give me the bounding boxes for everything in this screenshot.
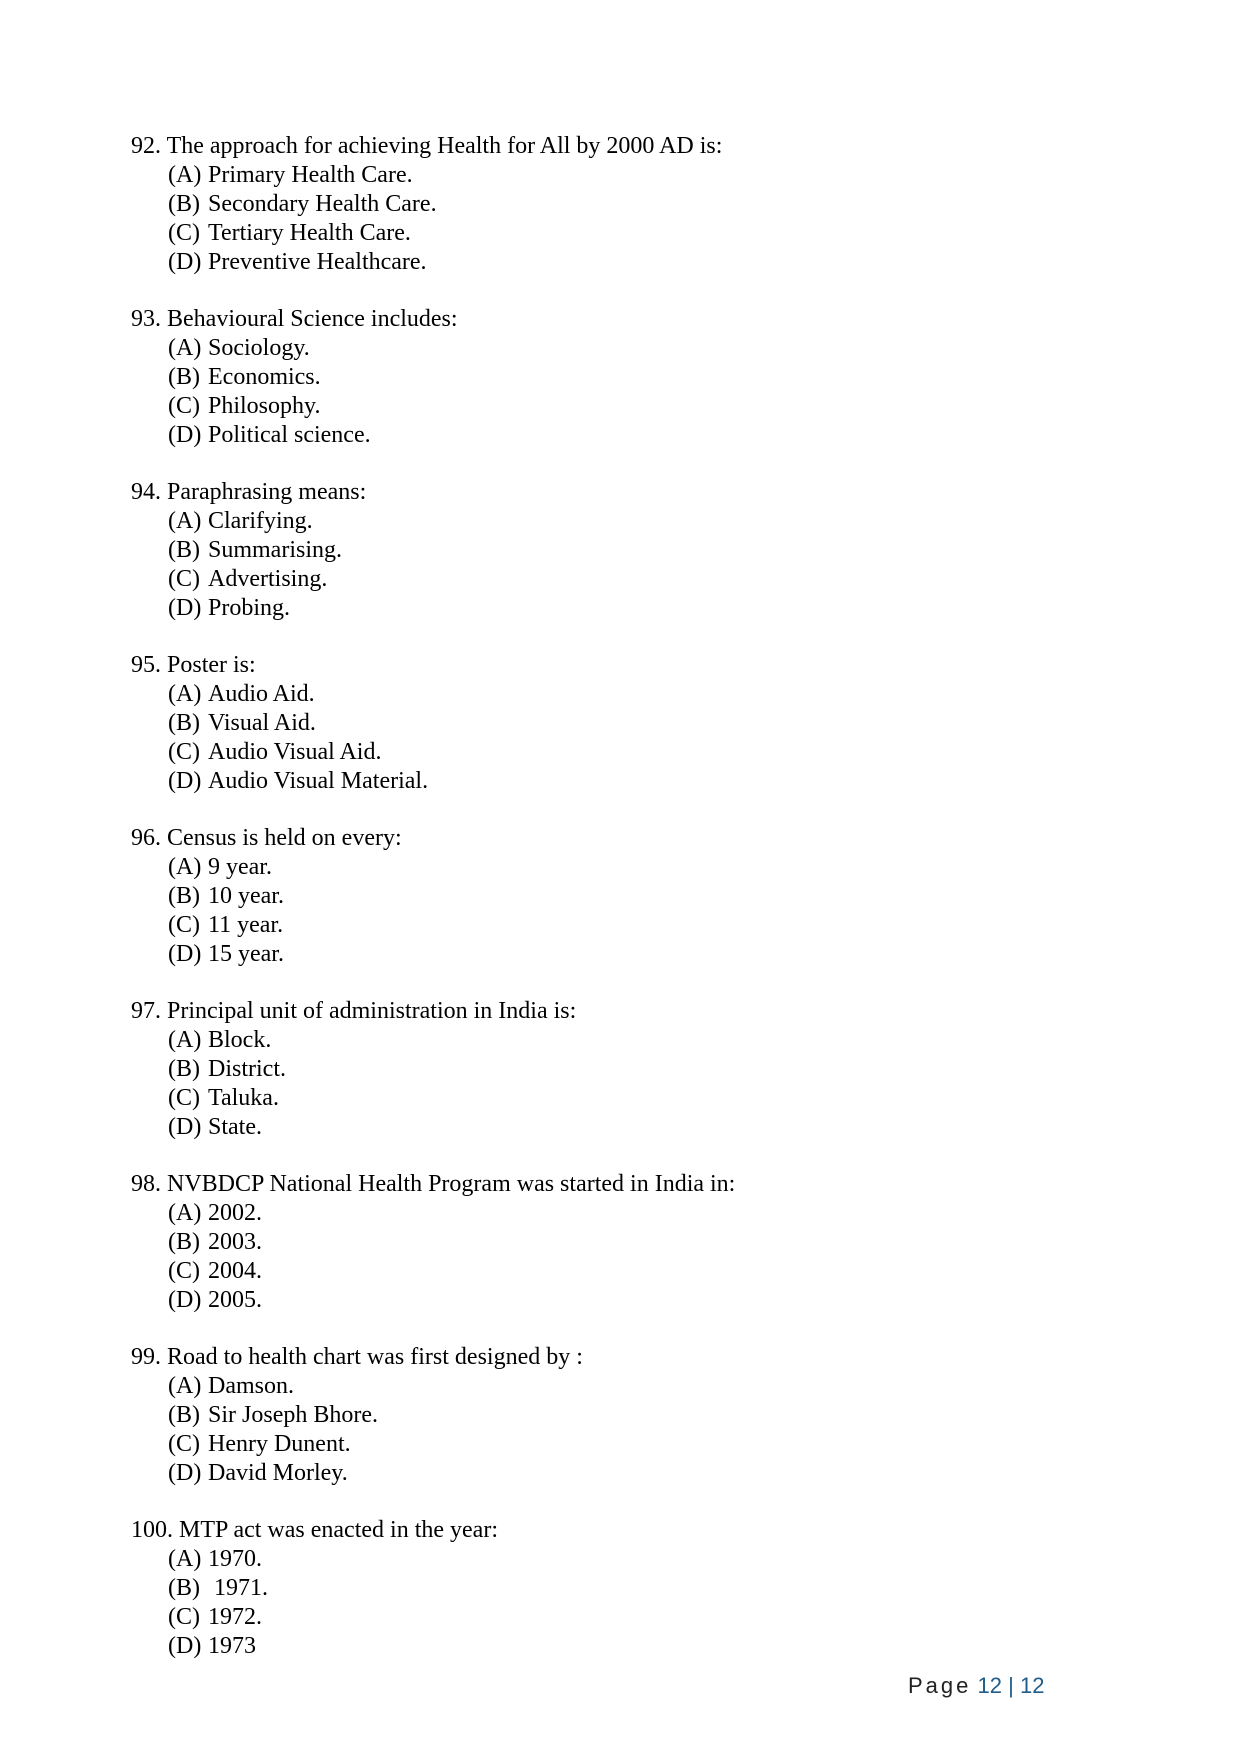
question-title [131,1170,1131,1199]
option-letter: (B) [168,364,200,390]
option-text: 2003. [208,1229,262,1255]
question-item [131,1343,1131,1488]
option-text: Advertising. [208,566,328,592]
option-text: 1972. [208,1604,262,1630]
option [131,594,1131,623]
option-letter: (D) [168,1287,202,1313]
option [131,161,1131,190]
option-text: Summarising. [208,537,343,563]
option-text: Philosophy. [208,393,321,419]
option-letter: (A) [168,162,202,188]
option-text: 1971. [208,1575,268,1601]
option-text: Taluka. [208,1085,279,1111]
question-text: Road to health chart was first designed by : [167,1344,583,1370]
option-text: Henry Dunent. [208,1431,351,1457]
option-text: State. [208,1114,262,1140]
option-text: Preventive Healthcare. [208,249,427,275]
option-letter: (B) [168,1229,200,1255]
question-title [131,132,1131,161]
option [131,565,1131,594]
question-number: 98. [131,1171,161,1197]
option-letter: (D) [168,1460,202,1486]
option-text: 15 year. [208,941,284,967]
option-text: Probing. [208,595,291,621]
option-letter: (B) [168,1056,200,1082]
question-title [131,997,1131,1026]
option-letter: (A) [168,1373,202,1399]
option-letter: (A) [168,681,202,707]
option-letter: (A) [168,1546,202,1572]
option [131,709,1131,738]
question-number: 93. [131,306,161,332]
option-letter: (B) [168,710,200,736]
option [131,421,1131,450]
option-letter: (B) [168,1402,200,1428]
option-letter: (D) [168,595,202,621]
option [131,911,1131,940]
option-letter: (D) [168,249,202,275]
option-text: 2004. [208,1258,262,1284]
option [131,1401,1131,1430]
option [131,1199,1131,1228]
question-item [131,651,1131,796]
option-text: Clarifying. [208,508,313,534]
question-number: 92. [131,133,161,159]
question-item [131,824,1131,969]
option [131,219,1131,248]
question-title [131,824,1131,853]
option-letter: (B) [168,883,200,909]
question-text: Poster is: [167,652,256,678]
option-text: Damson. [208,1373,294,1399]
option-letter: (B) [168,191,200,217]
option-text: 1970. [208,1546,262,1572]
option [131,334,1131,363]
option-text: Audio Aid. [208,681,315,707]
option-text: 9 year. [208,854,272,880]
option-letter: (C) [168,1258,200,1284]
question-item [131,1516,1131,1661]
option-text: 1973 [208,1633,256,1659]
option [131,536,1131,565]
question-text: The approach for achieving Health for All by 2000 AD is: [166,133,723,159]
question-text: MTP act was enacted in the year: [179,1517,498,1543]
option [131,1459,1131,1488]
option [131,1084,1131,1113]
option [131,392,1131,421]
option-letter: (B) [168,1575,200,1601]
option [131,363,1131,392]
question-text: Principal unit of administration in India is: [167,998,577,1024]
question-title [131,478,1131,507]
option-letter: (D) [168,422,202,448]
option-text: Audio Visual Aid. [208,739,382,765]
option-letter: (D) [168,941,202,967]
question-list [131,132,1131,1689]
page-label: Page [908,1673,972,1698]
option-letter: (A) [168,1027,202,1053]
option-letter: (B) [168,537,200,563]
option [131,680,1131,709]
option-letter: (A) [168,508,202,534]
option-text: District. [208,1056,286,1082]
question-title [131,1516,1131,1545]
option [131,1026,1131,1055]
option-letter: (C) [168,1431,200,1457]
option-text: Sir Joseph Bhore. [208,1402,378,1428]
question-text: Census is held on every: [167,825,402,851]
option-letter: (D) [168,1633,202,1659]
option-letter: (C) [168,220,200,246]
option-letter: (C) [168,1604,200,1630]
question-number: 94. [131,479,161,505]
option-letter: (C) [168,739,200,765]
question-title [131,305,1131,334]
option-text: Economics. [208,364,321,390]
option-text: Political science. [208,422,371,448]
question-item [131,478,1131,623]
option-text: 2005. [208,1287,262,1313]
current-page-number: 12 [977,1673,1002,1698]
option-text: Visual Aid. [208,710,316,736]
option-text: Audio Visual Material. [208,768,429,794]
option [131,1055,1131,1084]
option [131,1574,1131,1603]
page-separator: | [1008,1673,1014,1698]
option [131,1603,1131,1632]
option [131,1430,1131,1459]
question-item [131,1170,1131,1315]
option [131,738,1131,767]
option [131,1545,1131,1574]
option-letter: (D) [168,768,202,794]
option-text: 11 year. [208,912,284,938]
question-number: 99. [131,1344,161,1370]
option-text: Secondary Health Care. [208,191,437,217]
option [131,248,1131,277]
total-pages-number: 12 [1019,1673,1045,1698]
question-number: 95. [131,652,161,678]
option [131,507,1131,536]
option [131,1632,1131,1661]
option [131,1113,1131,1142]
page-footer [908,1673,1044,1699]
question-number: 97. [131,998,161,1024]
option-text: 2002. [208,1200,262,1226]
option-text: 10 year. [208,883,284,909]
question-number: 96. [131,825,161,851]
option [131,1372,1131,1401]
question-item [131,132,1131,277]
option [131,853,1131,882]
question-item [131,997,1131,1142]
question-item [131,305,1131,450]
question-text: Behavioural Science includes: [167,306,458,332]
option-text: Tertiary Health Care. [208,220,411,246]
option-letter: (D) [168,1114,202,1140]
option-letter: (C) [168,1085,200,1111]
option-text: David Morley. [208,1460,348,1486]
option [131,190,1131,219]
option-text: Primary Health Care. [208,162,413,188]
option-letter: (A) [168,335,202,361]
option [131,1257,1131,1286]
option-text: Sociology. [208,335,310,361]
option [131,940,1131,969]
question-title [131,651,1131,680]
question-text: NVBDCP National Health Program was started in India in: [167,1171,736,1197]
option-text: Block. [208,1027,272,1053]
question-text: Paraphrasing means: [167,479,367,505]
option [131,767,1131,796]
question-title [131,1343,1131,1372]
option-letter: (A) [168,1200,202,1226]
option-letter: (C) [168,393,200,419]
question-number: 100. [131,1517,173,1543]
option-letter: (A) [168,854,202,880]
option-letter: (C) [168,566,200,592]
option [131,1228,1131,1257]
option [131,1286,1131,1315]
option-letter: (C) [168,912,200,938]
option [131,882,1131,911]
